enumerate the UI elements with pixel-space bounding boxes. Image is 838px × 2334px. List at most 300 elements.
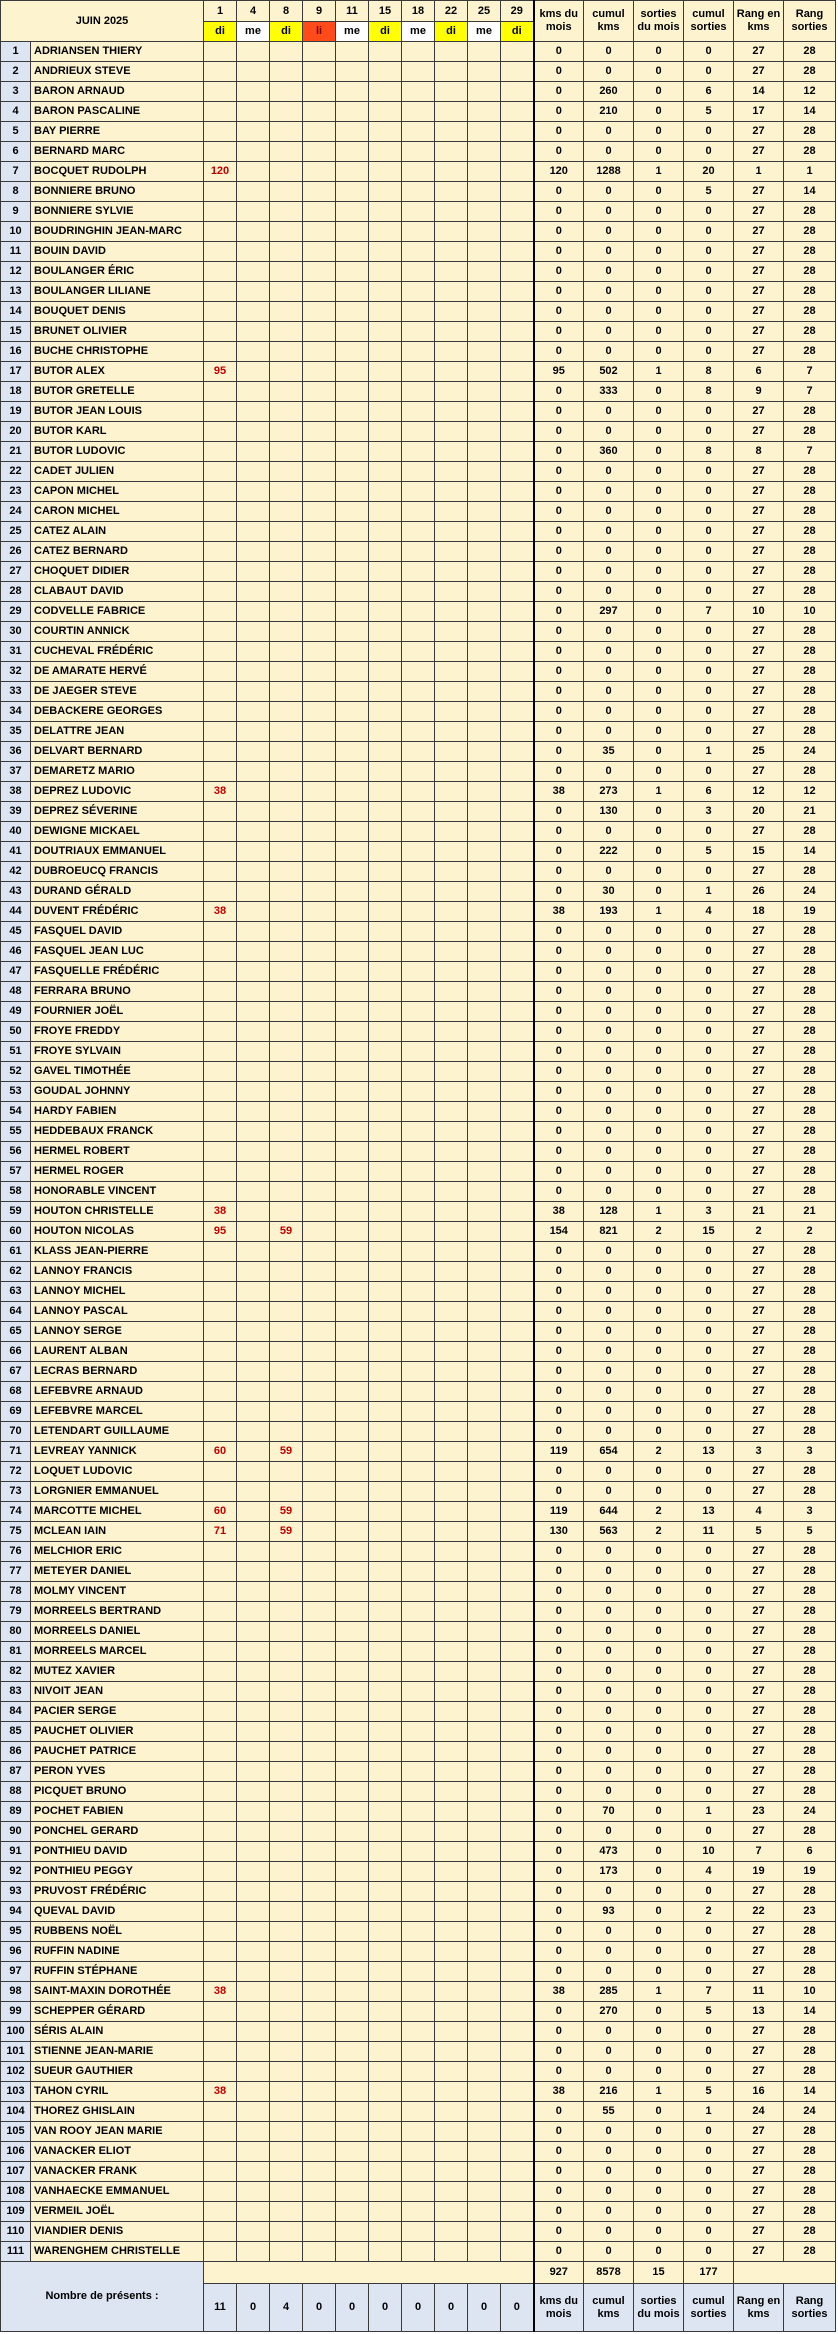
cumul-sorties-cell: 0: [684, 1062, 734, 1082]
day-km-cell: [402, 982, 435, 1002]
row-number: 75: [1, 1522, 31, 1542]
member-name: HERMEL ROGER: [31, 1162, 204, 1182]
cumul-kms-cell: 0: [584, 1342, 634, 1362]
sorties-month-cell: 0: [634, 1342, 684, 1362]
day-km-cell: [468, 1842, 501, 1862]
day-km-cell: [270, 1902, 303, 1922]
day-km-cell: [303, 2062, 336, 2082]
day-km-cell: [435, 1622, 468, 1642]
sorties-month-cell: 0: [634, 602, 684, 622]
cumul-sorties-cell: 5: [684, 2082, 734, 2102]
day-km-cell: [204, 1382, 237, 1402]
day-km-cell: [204, 642, 237, 662]
day-km-cell: [369, 1942, 402, 1962]
day-km-cell: [369, 1662, 402, 1682]
day-km-cell: [303, 2122, 336, 2142]
day-km-cell: [468, 1342, 501, 1362]
row-number: 41: [1, 842, 31, 862]
rank-kms-cell: 27: [734, 2122, 784, 2142]
day-km-cell: [435, 942, 468, 962]
member-name: MUTEZ XAVIER: [31, 1662, 204, 1682]
row-number: 1: [1, 42, 31, 62]
day-km-cell: [204, 1402, 237, 1422]
day-km-cell: [435, 302, 468, 322]
kms-month-cell: 0: [534, 1022, 584, 1042]
day-km-cell: [336, 222, 369, 242]
day-km-cell: [468, 1642, 501, 1662]
day-km-cell: [204, 1142, 237, 1162]
day-km-cell: [336, 2102, 369, 2122]
cumul-sorties-cell: 0: [684, 522, 734, 542]
cumul-sorties-cell: 20: [684, 162, 734, 182]
table-row: [1, 1702, 836, 1722]
rank-kms-cell: 27: [734, 402, 784, 422]
cumul-sorties-cell: 0: [684, 822, 734, 842]
rank-kms-cell: 25: [734, 742, 784, 762]
day-km-cell: [435, 1922, 468, 1942]
day-km-cell: [501, 2082, 534, 2102]
day-km-cell: [501, 622, 534, 642]
cumul-kms-cell: 0: [584, 1922, 634, 1942]
day-km-cell: [336, 902, 369, 922]
day-km-cell: [402, 1322, 435, 1342]
day-km-cell: [501, 1002, 534, 1022]
rank-sorties-cell: 28: [784, 1382, 836, 1402]
cumul-kms-cell: 93: [584, 1902, 634, 1922]
day-km-cell: [369, 662, 402, 682]
day-km-cell: [270, 1402, 303, 1422]
day-km-cell: [369, 442, 402, 462]
day-km-cell: [435, 802, 468, 822]
day-km-cell: [336, 1702, 369, 1722]
kms-month-cell: 0: [534, 1062, 584, 1082]
cumul-sorties-cell: 0: [684, 1042, 734, 1062]
day-km-cell: [435, 662, 468, 682]
day-km-cell: [435, 1862, 468, 1882]
day-km-cell: [435, 722, 468, 742]
day-km-cell: [435, 982, 468, 1002]
day-km-cell: [501, 1742, 534, 1762]
rank-kms-cell: 27: [734, 622, 784, 642]
cumul-kms-cell: 0: [584, 1782, 634, 1802]
day-km-cell: [303, 862, 336, 882]
day-km-cell: [336, 382, 369, 402]
day-km-cell: [303, 1262, 336, 1282]
member-name: ANDRIEUX STEVE: [31, 62, 204, 82]
day-km-cell: [204, 602, 237, 622]
day-km-cell: [501, 1822, 534, 1842]
day-km-cell: [237, 602, 270, 622]
cumul-sorties-cell: 0: [684, 1302, 734, 1322]
day-km-cell: [402, 382, 435, 402]
day-km-cell: [237, 862, 270, 882]
day-km-cell: [435, 762, 468, 782]
cumul-kms-cell: 216: [584, 2082, 634, 2102]
member-name: BUTOR GRETELLE: [31, 382, 204, 402]
kms-month-cell: 0: [534, 502, 584, 522]
day-km-cell: [501, 2022, 534, 2042]
day-km-cell: [303, 842, 336, 862]
day-km-cell: [336, 822, 369, 842]
cumul-kms-cell: 0: [584, 1962, 634, 1982]
day-km-cell: [435, 2102, 468, 2122]
day-km-cell: [270, 2242, 303, 2262]
cumul-sorties-cell: 0: [684, 962, 734, 982]
row-number: 91: [1, 1842, 31, 1862]
rank-sorties-cell: 6: [784, 1842, 836, 1862]
kms-month-cell: 0: [534, 202, 584, 222]
day-km-cell: [501, 402, 534, 422]
day-km-cell: [435, 242, 468, 262]
day-km-cell: [237, 2042, 270, 2062]
day-km-cell: [468, 822, 501, 842]
day-km-cell: [435, 1322, 468, 1342]
rank-sorties-cell: 28: [784, 142, 836, 162]
rank-sorties-cell: 28: [784, 1102, 836, 1122]
rank-sorties-cell: 28: [784, 1362, 836, 1382]
rank-kms-cell: 27: [734, 1402, 784, 1422]
cumul-sorties-cell: 0: [684, 202, 734, 222]
sorties-month-cell: 0: [634, 1422, 684, 1442]
day-km-cell: [501, 1442, 534, 1462]
day-km-cell: [501, 182, 534, 202]
day-km-cell: [402, 1222, 435, 1242]
rank-sorties-cell: 28: [784, 1562, 836, 1582]
day-km-cell: [402, 1622, 435, 1642]
kms-month-cell: 0: [534, 242, 584, 262]
member-name: SÉRIS ALAIN: [31, 2022, 204, 2042]
cumul-kms-cell: 0: [584, 482, 634, 502]
day-km-cell: [369, 2042, 402, 2062]
day-km-cell: [204, 662, 237, 682]
day-km-cell: [402, 102, 435, 122]
day-km-cell: [435, 1642, 468, 1662]
rank-kms-cell: 27: [734, 982, 784, 1002]
kms-month-cell: 0: [534, 2142, 584, 2162]
row-number: 73: [1, 1482, 31, 1502]
kms-month-cell: 0: [534, 2242, 584, 2262]
member-name: FASQUEL JEAN LUC: [31, 942, 204, 962]
day-km-cell: [204, 1882, 237, 1902]
day-km-cell: [468, 1062, 501, 1082]
day-km-cell: [402, 902, 435, 922]
day-header: 1: [204, 1, 237, 22]
day-km-cell: [402, 1502, 435, 1522]
rank-sorties-cell: 28: [784, 542, 836, 562]
rank-sorties-cell: 12: [784, 782, 836, 802]
rank-kms-cell: 26: [734, 882, 784, 902]
sorties-month-cell: 0: [634, 502, 684, 522]
cumul-kms-cell: 0: [584, 662, 634, 682]
day-km-cell: [369, 402, 402, 422]
day-km-cell: [237, 442, 270, 462]
cumul-kms-cell: 0: [584, 2222, 634, 2242]
row-number: 17: [1, 362, 31, 382]
rank-sorties-cell: 24: [784, 882, 836, 902]
day-km-cell: [237, 1642, 270, 1662]
day-km-cell: [468, 1262, 501, 1282]
day-km-cell: [336, 1762, 369, 1782]
cumul-sorties-cell: 0: [684, 1282, 734, 1302]
day-km-cell: [336, 1042, 369, 1062]
cumul-sorties-cell: 0: [684, 402, 734, 422]
day-km-cell: [303, 1042, 336, 1062]
member-name: VIANDIER DENIS: [31, 2222, 204, 2242]
day-km-cell: [270, 442, 303, 462]
cumul-sorties-cell: 0: [684, 2022, 734, 2042]
weekday-header: me: [402, 22, 435, 42]
day-km-cell: [336, 1542, 369, 1562]
day-km-cell: [402, 402, 435, 422]
table-row: [1, 1802, 836, 1822]
cumul-sorties-cell: 0: [684, 702, 734, 722]
kms-month-cell: 0: [534, 82, 584, 102]
day-km-cell: [303, 282, 336, 302]
day-km-cell: [237, 1302, 270, 1322]
member-name: DEMARETZ MARIO: [31, 762, 204, 782]
kms-month-cell: 38: [534, 902, 584, 922]
day-km-cell: [468, 382, 501, 402]
day-km-cell: [303, 362, 336, 382]
sorties-month-cell: 0: [634, 142, 684, 162]
day-km-cell: [402, 362, 435, 382]
day-km-cell: [501, 1782, 534, 1802]
header-cumul-kms: cumul kms: [584, 1, 634, 42]
cumul-sorties-cell: 0: [684, 1942, 734, 1962]
day-km-cell: [303, 1602, 336, 1622]
day-km-cell: [336, 762, 369, 782]
cumul-kms-cell: 644: [584, 1502, 634, 1522]
day-km-cell: [204, 862, 237, 882]
table-row: [1, 2122, 836, 2142]
day-km-cell: [402, 42, 435, 62]
cumul-kms-cell: 0: [584, 1582, 634, 1602]
day-km-cell: [303, 162, 336, 182]
day-km-cell: [336, 1822, 369, 1842]
cumul-sorties-cell: 0: [684, 302, 734, 322]
day-km-cell: [270, 1802, 303, 1822]
rank-kms-cell: 27: [734, 2022, 784, 2042]
day-km-cell: [303, 1222, 336, 1242]
day-km-cell: [501, 2202, 534, 2222]
day-km-cell: [369, 722, 402, 742]
day-km-cell: [468, 1862, 501, 1882]
kms-month-cell: 0: [534, 2022, 584, 2042]
day-km-cell: [369, 1162, 402, 1182]
sorties-month-cell: 0: [634, 282, 684, 302]
day-km-cell: [270, 882, 303, 902]
day-km-cell: [303, 822, 336, 842]
row-number: 92: [1, 1862, 31, 1882]
day-km-cell: [435, 362, 468, 382]
day-km-cell: [204, 1102, 237, 1122]
table-row: [1, 1002, 836, 1022]
day-km-cell: [204, 1942, 237, 1962]
day-km-cell: [303, 522, 336, 542]
day-km-cell: [435, 182, 468, 202]
day-km-cell: [336, 162, 369, 182]
row-number: 30: [1, 622, 31, 642]
day-km-cell: [336, 1082, 369, 1102]
day-km-cell: [303, 302, 336, 322]
weekday-header: me: [336, 22, 369, 42]
day-km-cell: [468, 542, 501, 562]
table-row: [1, 902, 836, 922]
rank-sorties-cell: 28: [784, 1882, 836, 1902]
day-km-cell: [204, 422, 237, 442]
cumul-kms-cell: 0: [584, 1002, 634, 1022]
rank-sorties-cell: 28: [784, 942, 836, 962]
day-km-cell: [402, 1682, 435, 1702]
rank-sorties-cell: 28: [784, 1682, 836, 1702]
day-km-cell: [336, 82, 369, 102]
day-km-cell: [237, 902, 270, 922]
cumul-kms-cell: 0: [584, 642, 634, 662]
day-km-cell: [435, 2022, 468, 2042]
day-km-cell: [369, 1962, 402, 1982]
day-km-cell: [303, 2182, 336, 2202]
day-km-cell: [369, 1762, 402, 1782]
row-number: 68: [1, 1382, 31, 1402]
day-km-cell: [468, 2182, 501, 2202]
rank-kms-cell: 27: [734, 1882, 784, 1902]
sorties-month-cell: 0: [634, 722, 684, 742]
day-km-cell: [270, 1142, 303, 1162]
member-name: CUCHEVAL FRÉDÉRIC: [31, 642, 204, 662]
rank-kms-cell: 27: [734, 222, 784, 242]
day-km-cell: [501, 1182, 534, 1202]
row-number: 87: [1, 1762, 31, 1782]
day-km-cell: [369, 482, 402, 502]
rank-sorties-cell: 28: [784, 502, 836, 522]
day-km-cell: [468, 1222, 501, 1242]
day-km-cell: [402, 2042, 435, 2062]
member-name: VANACKER ELIOT: [31, 2142, 204, 2162]
day-km-cell: [237, 282, 270, 302]
day-km-cell: [204, 2162, 237, 2182]
kms-month-cell: 0: [534, 1562, 584, 1582]
day-km-cell: [237, 742, 270, 762]
day-km-cell: [435, 1162, 468, 1182]
day-km-cell: [402, 1702, 435, 1722]
day-km-cell: [501, 1682, 534, 1702]
day-km-cell: [237, 762, 270, 782]
member-name: QUEVAL DAVID: [31, 1902, 204, 1922]
cumul-sorties-cell: 0: [684, 1602, 734, 1622]
day-km-cell: [237, 222, 270, 242]
cumul-sorties-cell: 0: [684, 1102, 734, 1122]
row-number: 51: [1, 1042, 31, 1062]
day-km-cell: [237, 582, 270, 602]
day-km-cell: [303, 1962, 336, 1982]
row-number: 6: [1, 142, 31, 162]
table-row: [1, 662, 836, 682]
row-number: 50: [1, 1022, 31, 1042]
kms-month-cell: 0: [534, 1082, 584, 1102]
header-kms-month: kms du mois: [534, 1, 584, 42]
day-km-cell: [303, 62, 336, 82]
day-km-cell: [501, 162, 534, 182]
day-km-cell: [237, 2062, 270, 2082]
day-km-cell: [435, 1542, 468, 1562]
day-km-cell: [402, 842, 435, 862]
day-km-cell: [501, 2182, 534, 2202]
rank-kms-cell: 13: [734, 2002, 784, 2022]
rank-kms-cell: 27: [734, 542, 784, 562]
cumul-sorties-cell: 0: [684, 542, 734, 562]
day-km-cell: [435, 1142, 468, 1162]
day-km-cell: [204, 1862, 237, 1882]
cumul-sorties-cell: 4: [684, 902, 734, 922]
day-km-cell: [303, 2042, 336, 2062]
row-number: 36: [1, 742, 31, 762]
kms-month-cell: 0: [534, 1342, 584, 1362]
day-km-cell: [237, 1822, 270, 1842]
day-km-cell: [204, 1482, 237, 1502]
day-km-cell: [369, 1062, 402, 1082]
day-km-cell: [468, 62, 501, 82]
rank-sorties-cell: 28: [784, 1602, 836, 1622]
sorties-month-cell: 0: [634, 1842, 684, 1862]
day-km-cell: [501, 1042, 534, 1062]
day-km-cell: [402, 962, 435, 982]
table-row: [1, 722, 836, 742]
row-number: 27: [1, 562, 31, 582]
day-km-cell: [369, 1802, 402, 1822]
member-name: BOUQUET DENIS: [31, 302, 204, 322]
day-km-cell: [501, 1802, 534, 1822]
day-km-cell: [468, 1442, 501, 1462]
rank-sorties-cell: 28: [784, 1622, 836, 1642]
kms-month-cell: 38: [534, 1202, 584, 1222]
sorties-month-cell: 0: [634, 1862, 684, 1882]
day-km-cell: [402, 2122, 435, 2142]
day-km-cell: [369, 542, 402, 562]
rank-sorties-cell: 24: [784, 742, 836, 762]
day-km-cell: [336, 602, 369, 622]
member-name: CHOQUET DIDIER: [31, 562, 204, 582]
footer-label: Nombre de présents :: [1, 2262, 204, 2332]
day-km-cell: [270, 1182, 303, 1202]
day-km-cell: [435, 602, 468, 622]
rank-kms-cell: 27: [734, 242, 784, 262]
day-km-cell: [468, 1922, 501, 1942]
day-km-cell: [204, 622, 237, 642]
day-km-cell: [402, 1882, 435, 1902]
day-km-cell: [468, 1782, 501, 1802]
day-km-cell: [204, 2202, 237, 2222]
day-km-cell: [303, 1842, 336, 1862]
table-row: [1, 262, 836, 282]
rank-kms-cell: 27: [734, 582, 784, 602]
footer-header-rank-kms: Rang en kms: [734, 2284, 784, 2332]
day-km-cell: [270, 82, 303, 102]
day-km-cell: [468, 162, 501, 182]
member-name: LANNOY PASCAL: [31, 1302, 204, 1322]
day-km-cell: [336, 2082, 369, 2102]
member-name: SAINT-MAXIN DOROTHÉE: [31, 1982, 204, 2002]
day-km-cell: [303, 1722, 336, 1742]
day-km-cell: [237, 1902, 270, 1922]
kms-month-cell: 0: [534, 1602, 584, 1622]
sorties-month-cell: 0: [634, 102, 684, 122]
rank-kms-cell: 27: [734, 1742, 784, 1762]
day-km-cell: 95: [204, 362, 237, 382]
kms-month-cell: 0: [534, 2202, 584, 2222]
day-km-cell: 71: [204, 1522, 237, 1542]
member-name: FROYE SYLVAIN: [31, 1042, 204, 1062]
rank-sorties-cell: 28: [784, 1742, 836, 1762]
